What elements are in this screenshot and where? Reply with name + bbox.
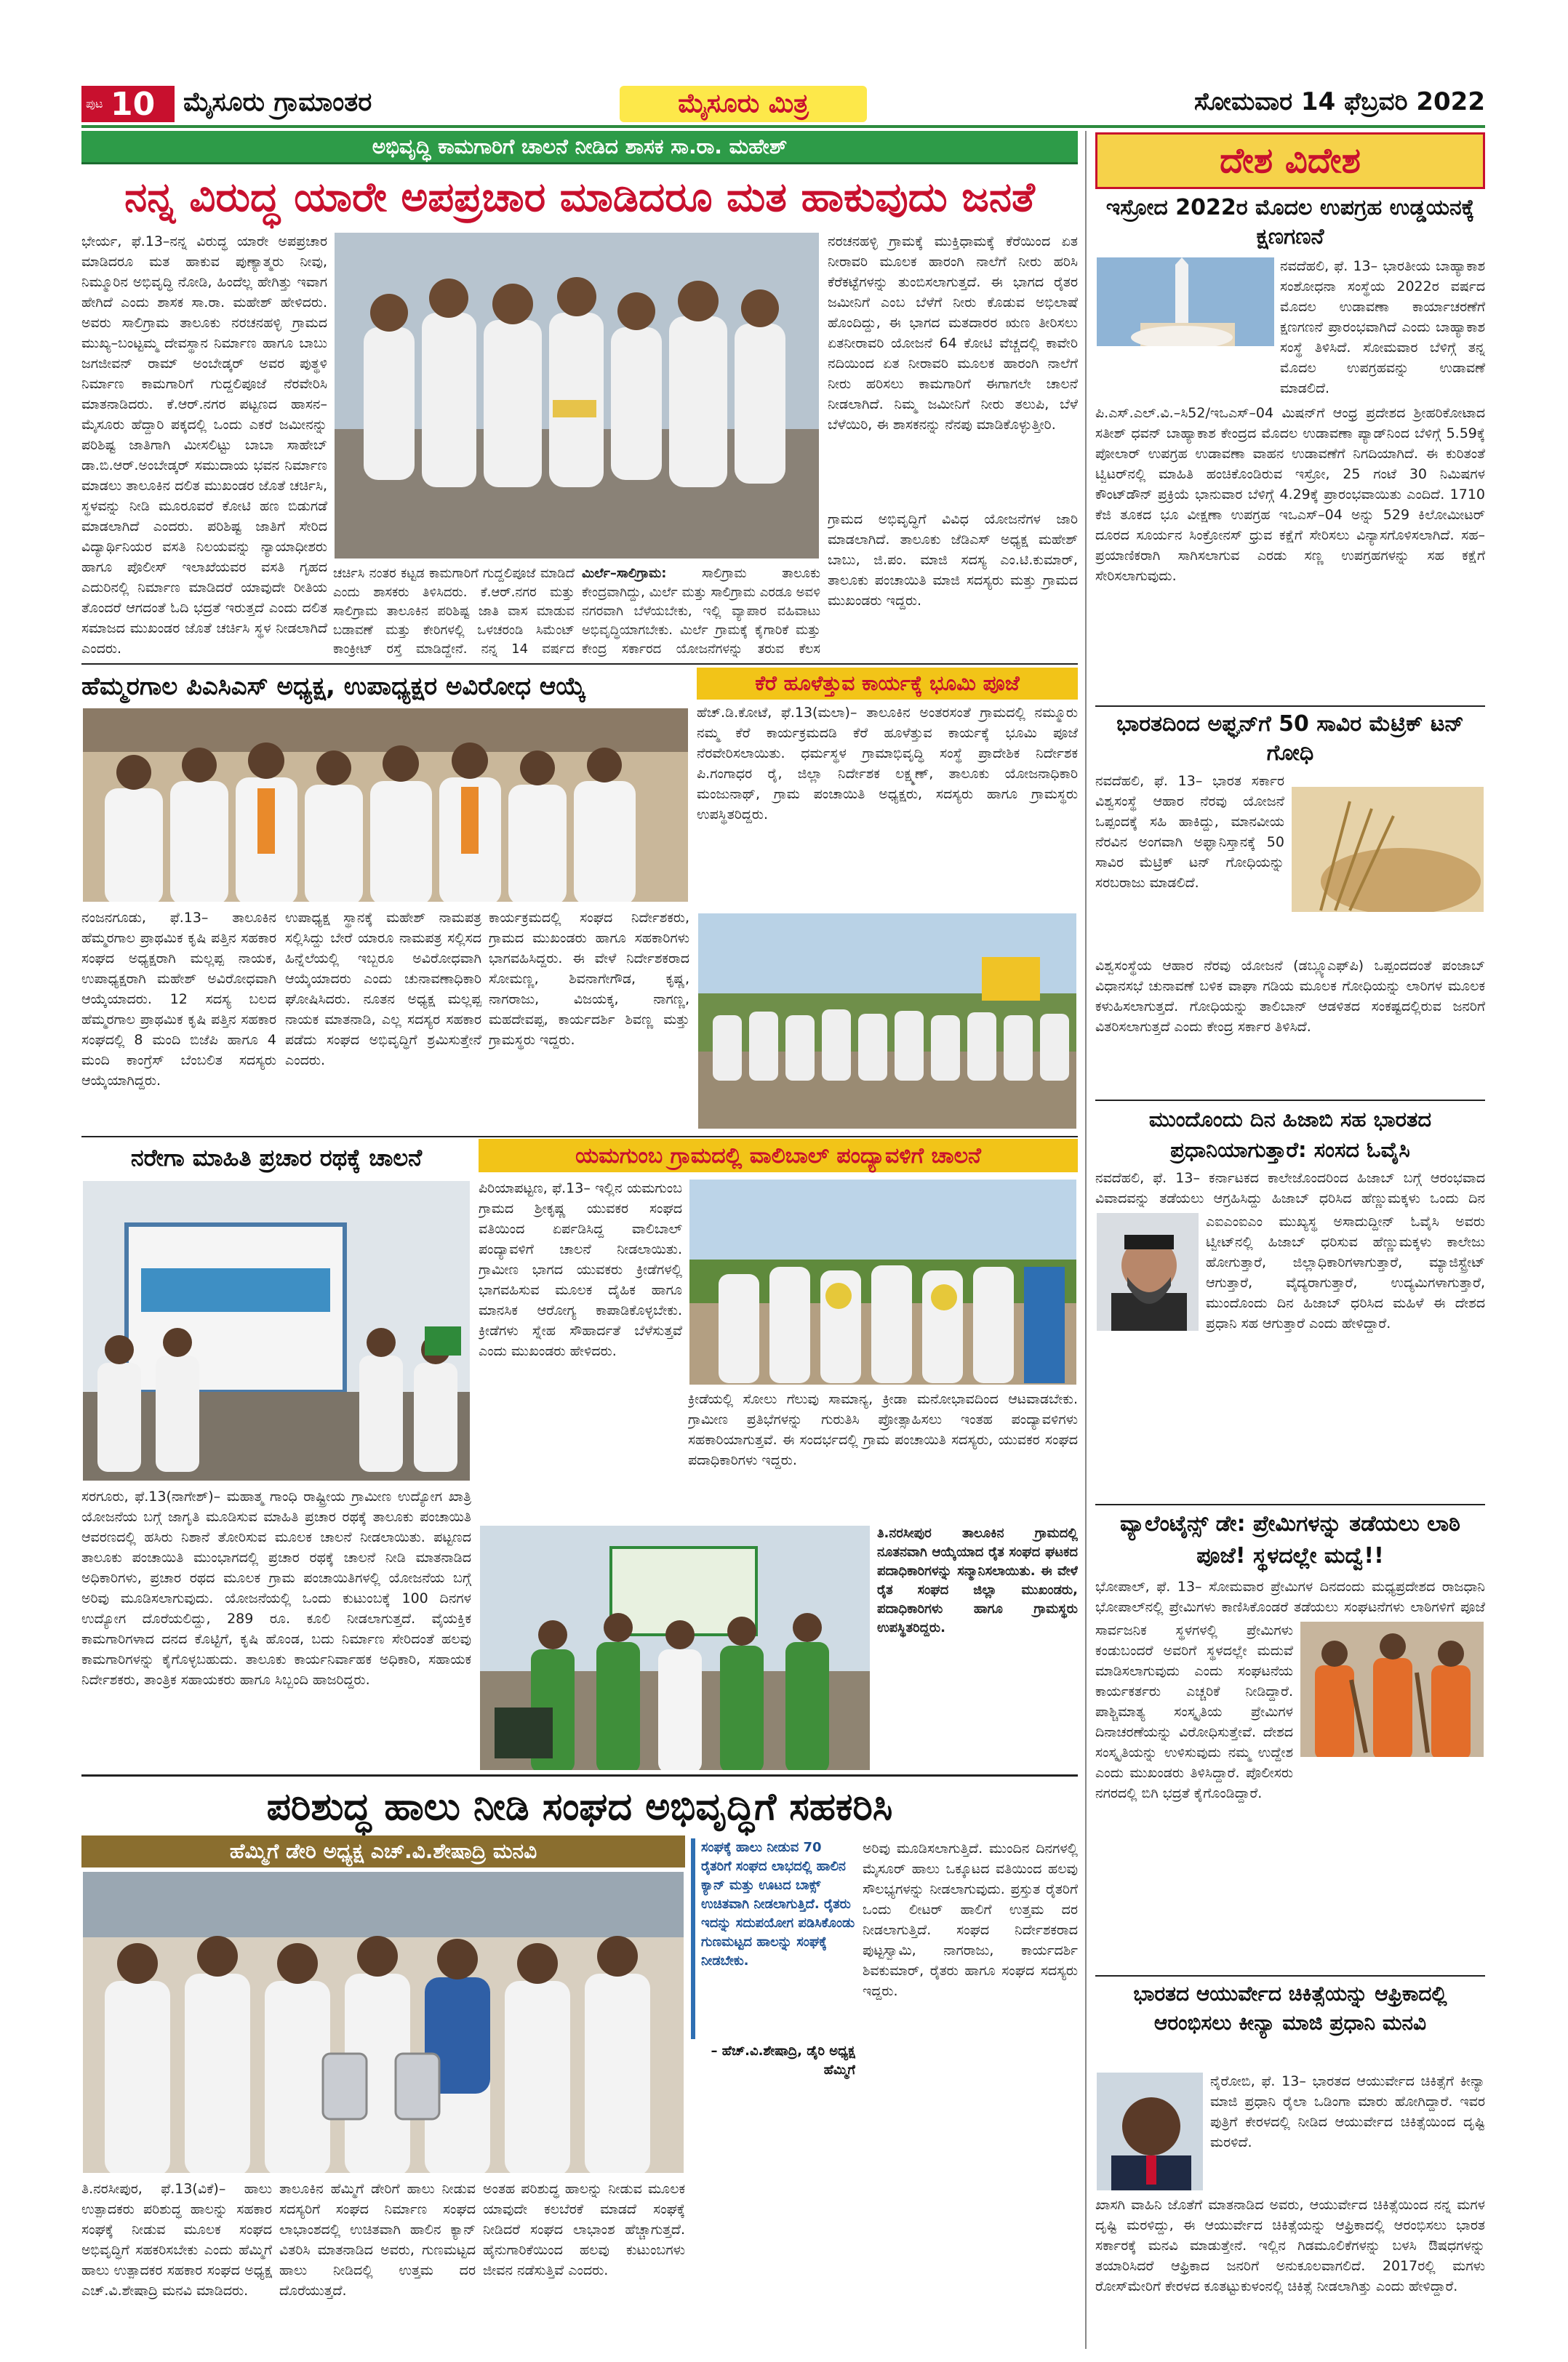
kere-photo xyxy=(697,912,1078,1130)
yamagumba-headline xyxy=(479,1139,1078,1172)
desha-t4a: ಭೋಪಾಲ್, ಫೆ. 13– ಸೋಮವಾರ ಪ್ರೇಮಿಗಳ ದಿನದಂದು ಮಧ್ಯಪ್ರದೇಶದ ರಾಜಧಾನಿ ಭೋಪಾಲ್‌ನಲ್ಲಿ ಪ್ರೇಮಿಗಳು ಕಾಣಿಸಿಕೊಂಡರೆ ತಡೆಯಲು ಸಂಘಟನೆಗಳು ಲಾಠಿಗಳಿಗೆ ಪೂಜೆ xyxy=(1095,1579,1485,1615)
raitha-caption: ತಿ.ನರಸೀಪುರ ತಾಲೂಕಿನ ಗ್ರಾಮದಲ್ಲಿ ನೂತನವಾಗಿ ಆಯ್ಕೆಯಾದ ರೈತ ಸಂಘದ ಘಟಕದ ಪದಾಧಿಕಾರಿಗಳನ್ನು ಸನ್ಮಾನಿಸಲಾಯಿತು. ಈ ವೇಳೆ ರೈತ ಸಂಘದ ಜಿಲ್ಲಾ ಮುಖಂಡರು, ಪದಾಧಿಕಾರಿಗಳು ಹಾಗೂ ಗ್ರಾಮಸ್ಥರು ಉಪಸ್ಥಿತರಿದ್ದರು. xyxy=(877,1526,1078,1636)
narega-body: ಸರಗೂರು, ಫೆ.13(ನಾಗೇಶ್)– ಮಹಾತ್ಮ ಗಾಂಧಿ ರಾಷ್ಟ್ರೀಯ ಗ್ರಾಮೀಣ ಉದ್ಯೋಗ ಖಾತ್ರಿ ಯೋಜನೆಯ ಬಗ್ಗೆ ಜಾಗೃತಿ ಮೂಡಿಸುವ ಮಾಹಿತಿ ಪ್ರಚಾರ ರಥಕ್ಕೆ ತಾಲೂಕು ಪಂಚಾಯಿತಿ ಆವರಣದಲ್ಲಿ ಹಸಿರು ನಿಶಾನೆ ತೋರಿಸುವ ಮೂಲಕ ಚಾಲನೆ ನೀಡಲಾಯಿತು. ಪಟ್ಟಣದ ತಾಲೂಕು ಪಂಚಾಯಿತಿ ಮುಂಭಾಗದಲ್ಲಿ ಪ್ರಚಾರ ರಥಕ್ಕೆ ಚಾಲನೆ ನೀಡಿ ಮಾತನಾಡಿದ ಅಧಿಕಾರಿಗಳು, ಪ್ರಚಾರ ರಥದ ಮೂಲಕ ಗ್ರಾಮ ಪಂಚಾಯಿತಿಗಳಲ್ಲಿ ಯೋಜನೆಯ ಬಗ್ಗೆ ಅರಿವು ಮೂಡಿಸಲಾಗುವುದು. ಯೋಜನೆಯಲ್ಲಿ ಒಂದು ಕುಟುಂಬಕ್ಕೆ 100 ದಿನಗಳ ಉದ್ಯೋಗ ದೊರೆಯಲಿದ್ದು, 289 ರೂ. ಕೂಲಿ ನೀಡಲಾಗುತ್ತದೆ. ವೈಯಕ್ತಿಕ ಕಾಮಗಾರಿಗಳಾದ ದನದ ಕೊಟ್ಟಿಗೆ, ಕೃಷಿ ಹೊಂಡ, ಬದು ನಿರ್ಮಾಣ ಸೇರಿದಂತೆ ಹಲವು ಕಾಮಗಾರಿಗಳನ್ನು ಕೈಗೊಳ್ಳಬಹುದು. ತಾಲೂಕು ಕಾರ್ಯನಿರ್ವಾಹಕ ಅಧಿಕಾರಿ, ಸಹಾಯಕ ನಿರ್ದೇಶಕರು, ತಾಂತ್ರಿಕ ಸಹಾಯಕರು ಹಾಗೂ ಸಿಬ್ಬಂದಿ ಹಾಜರಿದ್ದರು. xyxy=(81,1489,471,1688)
desha-t2a: ನವದೆಹಲಿ, ಫೆ. 13– ಭಾರತ ಸರ್ಕಾರ ವಿಶ್ವಸಂಸ್ಥೆ ಆಹಾರ ನೆರವು ಯೋಜನೆ ಒಪ್ಪಂದಕ್ಕೆ ಸಹಿ ಹಾಕಿದ್ದು, ಮಾನವೀಯ ನೆರವಿನ ಅಂಗವಾಗಿ ಅಫ್ಘಾನಿಸ್ತಾನಕ್ಕೆ 50 ಸಾವಿರ ಮೆಟ್ರಿಕ್ ಟನ್ ಗೋಧಿಯನ್ನು ಸರಬರಾಜು ಮಾಡಲಿದೆ. xyxy=(1095,773,1284,891)
lead-col1: ಭೇರ್ಯ, ಫೆ.13–ನನ್ನ ವಿರುದ್ಧ ಯಾರೇ ಅಪಪ್ರಚಾರ ಮಾಡಿದರೂ ಮತ ಹಾಕುವ ಪುಣ್ಯಾತ್ಮರು ನೀವು, ನಿಮ್ಮೂರಿನ ಅಭಿವೃದ್ಧಿ ನೋಡಿ, ಹಿಂದೆಲ್ಲ ಹೇಗಿತ್ತು ಇವಾಗ ಹೇಗಿದೆ ಎಂದು ಶಾಸಕ ಸಾ.ರಾ. ಮಹೇಶ್ ಹೇಳಿದರು. ಅವರು ಸಾಲಿಗ್ರಾಮ ತಾಲೂಕು ನರಚನಹಳ್ಳಿ ಗ್ರಾಮದ ಮುಖ್ಯ–ಬಂಟ್ಟಮ್ಮ ದೇವಸ್ಥಾನ ನಿರ್ಮಾಣ ಹಾಗೂ ಬಾಬು ಜಗಜೀವನ್ ರಾಮ್ ಅಂಬೇಡ್ಕರ್ ಅವರ ಪುತ್ಥಳಿ ನಿರ್ಮಾಣ ಕಾಮಗಾರಿಗೆ ಗುದ್ದಲಿಪೂಜೆ ನೆರವೇರಿಸಿ ಮಾತನಾಡಿದರು. ಕೆ.ಆರ್.ನಗರ ಪಟ್ಟಣದ ಹಾಸನ–ಮೈಸೂರು ಹೆದ್ದಾರಿ ಪಕ್ಕದಲ್ಲಿ ಒಂದು ಎಕರೆ ಜಮೀನನ್ನು ಪರಿಶಿಷ್ಟ ಜಾತಿಗಾಗಿ ಮೀಸಲಿಟ್ಟು ಬಾಬಾ ಸಾಹೇಬ್ ಡಾ.ಬಿ.ಆರ್.ಅಂಬೇಡ್ಕರ್ ಸಮುದಾಯ ಭವನ ನಿರ್ಮಾಣ ಮಾಡಲು ತಾಲೂಕಿನ ದಲಿತ ಮುಖಂಡರ ಜೊತೆ ಚರ್ಚಿಸಿ, ಸ್ಥಳವನ್ನು ನೀಡಿ ಮೂರೂವರೆ ಕೋಟಿ ಹಣ ಬಿಡುಗಡೆ ಮಾಡಲಾಗಿದೆ ಎಂದರು. ಪರಿಶಿಷ್ಟ ಜಾತಿಗೆ ಸೇರಿದ ವಿದ್ಯಾರ್ಥಿನಿಯರ ವಸತಿ ನಿಲಯವನ್ನು ನ್ಯಾಯಾಧೀಶರು ಹಾಗೂ ಪೊಲೀಸ್ ಇಲಾಖೆಯವರ ವಸತಿ ಗೃಹದ ಎದುರಿನಲ್ಲಿ ನಿರ್ಮಾಣ ಮಾಡಿದರೆ ಯಾವುದೇ ರೀತಿಯ ತೊಂದರೆ ಆಗದಂತೆ ಓದಿ ಭದ್ರತೆ ಇರುತ್ತದೆ ಎಂದು ದಲಿತ ಸಮಾಜದ ಮುಖಂಡರ ಜೊತೆ ಚರ್ಚಿಸಿ ಸ್ಥಳ ನೀಡಲಾಗಿದೆ ಎಂದರು. xyxy=(81,233,327,657)
lead-kicker xyxy=(81,131,1078,164)
hemmargala-col3: ಕಾರ್ಯಕ್ರಮದಲ್ಲಿ ಸಂಘದ ನಿರ್ದೇಶಕರು, ಗ್ರಾಮದ ಮುಖಂಡರು ಹಾಗೂ ಸಹಕಾರಿಗಳು ಭಾಗವಹಿಸಿದ್ದರು. ಈ ವೇಳೆ ನಿರ್ದೇಶಕರಾದ ಸೋಮಣ್ಣ, ಶಿವನಾಗೇಗೌಡ, ಕೃಷ್ಣ, ನಾಗರಾಜು, ವಿಜಯಕ್ಕ, ನಾಗಣ್ಣ, ಮಹದೇವಪ್ಪ, ಕಾರ್ಯದರ್ಶಿ ಶಿವಣ್ಣ ಮತ್ತು ಗ್ರಾಮಸ್ಥರು ಇದ್ದರು. xyxy=(489,910,689,1048)
desha-h3: ಮುಂದೊಂದು ದಿನ ಹಿಜಾಬಿ ಸಹ ಭಾರತದ ಪ್ರಧಾನಿಯಾಗುತ್ತಾರೆ: ಸಂಸದ ಓವೈಸಿ xyxy=(1148,1107,1432,1162)
dairy-col3: ಅಂತಹ ಪರಿಶುದ್ಧ ಹಾಲನ್ನು ನೀಡುವ ಮೂಲಕ ಯಾವುದೇ ಕಲಬೆರಕೆ ಮಾಡದೆ ಸಂಘಕ್ಕೆ ನೀಡಿದರೆ ಸಂಘದ ಲಾಭಾಂಶ ಹೆಚ್ಚಾಗುತ್ತದೆ. ಹೈನುಗಾರಿಕೆಯಿಂದ ಹಲವು ಕುಟುಂಬಗಳು ಜೀವನ ನಡೆಸುತ್ತಿವೆ ಎಂದರು. xyxy=(483,2181,685,2278)
desha-t5b: ಖಾಸಗಿ ವಾಹಿನಿ ಜೊತೆಗೆ ಮಾತನಾಡಿದ ಅವರು, ಆಯುರ್ವೇದ ಚಿಕಿತ್ಸೆಯಿಂದ ನನ್ನ ಮಗಳ ದೃಷ್ಟಿ ಮರಳಿದ್ದು, ಈ ಆಯುರ್ವೇದ ಚಿಕಿತ್ಸೆಯನ್ನು ಆಫ್ರಿಕಾದಲ್ಲಿ ಆರಂಭಿಸಲು ಭಾರತ ಸರ್ಕಾರಕ್ಕೆ ಮನವಿ ಮಾಡುತ್ತೇನೆ. ಇಲ್ಲಿನ ಗಿಡಮೂಲಿಕೆಗಳನ್ನು ಬಳಸಿ ಔಷಧಗಳನ್ನು ತಯಾರಿಸಿದರೆ ಆಫ್ರಿಕಾದ ಜನರಿಗೆ ಅನುಕೂಲವಾಗಲಿದೆ. 2017ರಲ್ಲಿ ಮಗಳು ರೋಸ್‌ಮೇರಿಗೆ ಕೇರಳದ ಕೂತಟ್ಟುಕುಳಂನಲ್ಲಿ ಚಿಕಿತ್ಸೆ ನೀಡಲಾಗಿತ್ತು ಎಂದು ಹೇಳಿದ್ದಾರೆ. xyxy=(1095,2197,1485,2294)
kere-headline xyxy=(697,668,1078,700)
dairy-quote-byline: – ಹೆಚ್.ವಿ.ಶೇಷಾದ್ರಿ, ಡೈರಿ ಅಧ್ಯಕ್ಷ ಹೆಮ್ಮಿಗೆ xyxy=(711,2043,855,2078)
desha-t3a: ನವದೆಹಲಿ, ಫೆ. 13– ಕರ್ನಾಟಕದ ಕಾಲೇಜೊಂದರಿಂದ ಹಿಜಾಬ್ ಬಗ್ಗೆ ಆರಂಭವಾದ ವಿವಾದವನ್ನು ತಡೆಯಲು ಆಗ್ರಹಿಸಿದ್ದು ಹಿಜಾಬ್ ಧರಿಸಿದ ಹೆಣ್ಣುಮಕ್ಕಳು ಒಂದು ದಿನ xyxy=(1095,1170,1485,1206)
divider xyxy=(81,1774,1078,1777)
divider xyxy=(81,1136,1078,1137)
hemmargala-headline xyxy=(81,668,689,705)
lead-col3: ನರಚನಹಳ್ಳಿ ಗ್ರಾಮಕ್ಕೆ ಮುಕ್ತಿಧಾಮಕ್ಕೆ ಕೆರೆಯಿಂದ ಏತ ನೀರಾವರಿ ಮೂಲಕ ಹಾರಂಗಿ ನಾಲೆಗೆ ನೀರು ಹರಿಸಿ ಕೆರೆಕಟ್ಟೆಗಳನ್ನು ತುಂಬಿಸಲಾಗುತ್ತದೆ. ಈ ಭಾಗದ ರೈತರ ಜಮೀನಿಗೆ ಎಂಬ ಬೆಳೆಗೆ ನೀರು ಕೊಡುವ ಅಭಿಲಾಷೆ ಹೊಂದಿದ್ದು, ಈ ಭಾಗದ ಮತದಾರರ ಋಣ ತೀರಿಸಲು ಏತನೀರಾವರಿ ಯೋಜನೆ 64 ಕೋಟಿ ವೆಚ್ಚದಲ್ಲಿ ಕಾವೇರಿ ನದಿಯಿಂದ ಏತ ನೀರಾವರಿ ಮೂಲಕ ಹಾರಂಗಿ ನಾಲೆಗೆ ನೀರು ಹರಿಸಲು ಕಾಮಗಾರಿಗೆ ಈಗಾಗಲೇ ಚಾಲನೆ ನೀಡಲಾಗಿದೆ. ನಿಮ್ಮ ಜಮೀನಿಗೆ ನೀರು ತಲುಪಿ, ಬೆಳೆ ಬೆಳೆಯಿರಿ, ಈ ಶಾಸಕನನ್ನು ನೆನಪು ಮಾಡಿಕೊಳ್ಳುತ್ತೀರಿ. xyxy=(828,233,1078,433)
dairy-col4: ಅರಿವು ಮೂಡಿಸಲಾಗುತ್ತಿದೆ. ಮುಂದಿನ ದಿನಗಳಲ್ಲಿ ಮೈಸೂರ್ ಹಾಲು ಒಕ್ಕೂಟದ ವತಿಯಿಂದ ಹಲವು ಸೌಲಭ್ಯಗಳನ್ನು ನೀಡಲಾಗುವುದು. ಪ್ರಸ್ತುತ ರೈತರಿಗೆ ಒಂದು ಲೀಟರ್ ಹಾಲಿಗೆ ಉತ್ತಮ ದರ ನೀಡಲಾಗುತ್ತಿದೆ. ಸಂಘದ ನಿರ್ದೇಶಕರಾದ ಪುಟ್ಟಸ್ವಾಮಿ, ನಾಗರಾಜು, ಕಾರ್ಯದರ್ಶಿ ಶಿವಕುಮಾರ್, ರೈತರು ಹಾಗೂ ಸಂಘದ ಸದಸ್ಯರು ಇದ್ದರು. xyxy=(863,1841,1078,1999)
wheat-photo-image xyxy=(1292,787,1485,913)
narega-photo-image xyxy=(83,1181,471,1482)
divider xyxy=(1095,1975,1485,1977)
owaisi-photo xyxy=(1095,1212,1200,1332)
lead-photo xyxy=(333,231,820,560)
desha-h2: ಭಾರತದಿಂದ ಅಫ್ಘನ್‌ಗೆ 50 ಸಾವಿರ ಮೆಟ್ರಿಕ್ ಟನ್ ಗೋಧಿ xyxy=(1116,711,1464,766)
masthead-rule xyxy=(81,125,1485,128)
lead-col3b: ಗ್ರಾಮದ ಅಭಿವೃದ್ಧಿಗೆ ವಿವಿಧ ಯೋಜನೆಗಳ ಜಾರಿ ಮಾಡಲಾಗಿದೆ. ತಾಲೂಕು ಜೆಡಿಎಸ್ ಅಧ್ಯಕ್ಷ ಮಹೇಶ್ ಬಾಬು, ಜಿ.ಪಂ. ಮಾಜಿ ಸದಸ್ಯ ಎಂ.ಟಿ.ಕುಮಾರ್, ತಾಲೂಕು ಪಂಚಾಯಿತಿ ಮಾಜಿ ಸದಸ್ಯರು ಮತ್ತು ಗ್ರಾಮದ ಮುಖಂಡರು ಇದ್ದರು. xyxy=(828,511,1078,609)
valentine-photo xyxy=(1299,1620,1485,1758)
dairy-subhead-text: ಹೆಮ್ಮಿಗೆ ಡೇರಿ ಅಧ್ಯಕ್ಷ ಎಚ್.ವಿ.ಶೇಷಾದ್ರಿ ಮನವಿ xyxy=(229,1839,537,1863)
desha-t5a: ನೈರೋಬಿ, ಫೆ. 13– ಭಾರತದ ಆಯುರ್ವೇದ ಚಿಕಿತ್ಸೆಗೆ ಕೀನ್ಯಾ ಮಾಜಿ ಪ್ರಧಾನಿ ರೈಲಾ ಒಡಿಂಗಾ ಮಾರು ಹೋಗಿದ್ದಾರೆ. ಇವರ ಪುತ್ರಿಗೆ ಕೇರಳದಲ್ಲಿ ನೀಡಿದ ಆಯುರ್ವೇದ ಚಿಕಿತ್ಸೆಯಿಂದ ದೃಷ್ಟಿ ಮರಳಿದೆ. xyxy=(1210,2073,1485,2150)
kere-photo-image xyxy=(698,913,1078,1130)
desha-banner-text: ದೇಶ ವಿದೇಶ xyxy=(1220,140,1361,181)
dairy-photo xyxy=(81,1870,685,2174)
paper-logo: ಮೈಸೂರು ಮಿತ್ರ xyxy=(620,86,867,122)
yamagumba-col2: ಕ್ರೀಡೆಯಲ್ಲಿ ಸೋಲು ಗೆಲುವು ಸಾಮಾನ್ಯ, ಕ್ರೀಡಾ ಮನೋಭಾವದಿಂದ ಆಟವಾಡಬೇಕು. ಗ್ರಾಮೀಣ ಪ್ರತಿಭೆಗಳನ್ನು ಗುರುತಿಸಿ ಪ್ರೋತ್ಸಾಹಿಸಲು ಇಂತಹ ಪಂದ್ಯಾವಳಿಗಳು ಸಹಕಾರಿಯಾಗುತ್ತವೆ. ಈ ಸಂದರ್ಭದಲ್ಲಿ ಗ್ರಾಮ ಪಂಚಾಯಿತಿ ಸದಸ್ಯರು, ಯುವಕರ ಸಂಘದ ಪದಾಧಿಕಾರಿಗಳು ಇದ್ದರು. xyxy=(688,1391,1078,1468)
hemmargala-photo xyxy=(81,707,689,903)
dairy-headline: ಪರಿಶುದ್ಧ ಹಾಲು ನೀಡಿ ಸಂಘದ ಅಭಿವೃದ್ಧಿಗೆ ಸಹಕರಿಸಿ xyxy=(266,1785,893,1829)
dairy-col2: ತಾಲೂಕಿನ ಹೆಮ್ಮಿಗೆ ಡೇರಿಗೆ ಹಾಲು ನೀಡುವ ಸದಸ್ಯರಿಗೆ ಸಂಘದ ನಿರ್ಮಾಣ ಸಂಘದ ಲಾಭಾಂಶದಲ್ಲಿ ಉಚಿತವಾಗಿ ಹಾಲಿನ ಕ್ಯಾನ್ ವಿತರಿಸಿ ಮಾತನಾಡಿದ ಅವರು, ಗುಣಮಟ್ಟದ ಹಾಲು ನೀಡಿದಲ್ಲಿ ಉತ್ತಮ ದರ ದೊರೆಯುತ್ತದೆ. xyxy=(279,2181,476,2299)
narega-headline-text: ನರೇಗಾ ಮಾಹಿತಿ ಪ್ರಚಾರ ರಥಕ್ಕೆ ಚಾಲನೆ xyxy=(130,1143,423,1172)
dairy-quote: ಸಂಘಕ್ಕೆ ಹಾಲು ನೀಡುವ 70 ರೈತರಿಗೆ ಸಂಘದ ಲಾಭದಲ್ಲಿ ಹಾಲಿನ ಕ್ಯಾನ್ ಮತ್ತು ಊಟದ ಬಾಕ್ಸ್ ಉಚಿತವಾಗಿ ನೀಡಲಾಗುತ್ತಿದೆ. ರೈತರು ಇದನ್ನು ಸದುಪಯೋಗ ಪಡಿಸಿಕೊಂಡು ಗುಣಮಟ್ಟದ ಹಾಲನ್ನು ಸಂಘಕ್ಕೆ ನೀಡಬೇಕು. xyxy=(701,1840,855,1969)
narega-headline xyxy=(81,1139,471,1177)
desha-h4: ವ್ಯಾಲೆಂಟೈನ್ಸ್ ಡೇ: ಪ್ರೇಮಿಗಳನ್ನು ತಡೆಯಲು ಲಾಠಿ ಪೂಜೆ! ಸ್ಥಳದಲ್ಲೇ ಮದ್ವೆ!! xyxy=(1120,1511,1460,1569)
column-divider xyxy=(1085,131,1087,2349)
isro-photo xyxy=(1095,256,1276,348)
desha-t3b: ಎಐಎಂಐಎಂ ಮುಖ್ಯಸ್ಥ ಅಸಾದುದ್ದೀನ್ ಓವೈಸಿ ಅವರು ಟ್ವೀಟ್‌ನಲ್ಲಿ ಹಿಜಾಬ್ ಧರಿಸುವ ಹೆಣ್ಣುಮಕ್ಕಳು ಕಾಲೇಜು ಹೋಗುತ್ತಾರೆ, ಜಿಲ್ಲಾಧಿಕಾರಿಗಳಾಗುತ್ತಾರೆ, ಮ್ಯಾಜಿಸ್ಟ್ರೇಟ್ ಆಗುತ್ತಾರೆ, ವೈದ್ಯರಾಗುತ್ತಾರೆ, ಉದ್ಯಮಿಗಳಾಗುತ್ತಾರೆ, ಮುಂದೊಂದು ದಿನ ಹಿಜಾಬ್ ಧರಿಸಿದ ಮಹಿಳೆ ಈ ದೇಶದ ಪ್ರಧಾನಿ ಸಹ ಆಗುತ್ತಾರೆ ಎಂದು ಹೇಳಿದ್ದಾರೆ. xyxy=(1206,1214,1485,1332)
dairy-subhead xyxy=(81,1835,685,1867)
divider xyxy=(81,663,1078,665)
yamagumba-col1: ಪಿರಿಯಾಪಟ್ಟಣ, ಫೆ.13– ಇಲ್ಲಿನ ಯಮಗುಂಬ ಗ್ರಾಮದ ಶ್ರೀಕೃಷ್ಣ ಯುವಕರ ಸಂಘದ ವತಿಯಿಂದ ಏರ್ಪಡಿಸಿದ್ದ ವಾಲಿಬಾಲ್ ಪಂದ್ಯಾವಳಿಗೆ ಚಾಲನೆ ನೀಡಲಾಯಿತು. ಗ್ರಾಮೀಣ ಭಾಗದ ಯುವಕರು ಕ್ರೀಡೆಗಳಲ್ಲಿ ಭಾಗವಹಿಸುವ ಮೂಲಕ ದೈಹಿಕ ಹಾಗೂ ಮಾನಸಿಕ ಆರೋಗ್ಯ ಕಾಪಾಡಿಕೊಳ್ಳಬೇಕು. ಕ್ರೀಡೆಗಳು ಸ್ನೇಹ ಸೌಹಾರ್ದತೆ ಬೆಳೆಸುತ್ತವೆ ಎಂದು ಮುಖಂಡರು ಹೇಳಿದರು. xyxy=(479,1180,682,1359)
page-label: ಪುಟ xyxy=(86,97,103,111)
section-name: ಮೈಸೂರು ಗ್ರಾಮಾಂತರ xyxy=(183,87,372,117)
lead-kicker-text: ಅಭಿವೃದ್ಧಿ ಕಾಮಗಾರಿಗೆ ಚಾಲನೆ ನೀಡಿದ ಶಾಸಕ ಸಾ.ರಾ. ಮಹೇಶ್ xyxy=(372,134,788,159)
yamagumba-photo-image xyxy=(689,1180,1078,1386)
desha-t2b: ವಿಶ್ವಸಂಸ್ಥೆಯ ಆಹಾರ ನೆರವು ಯೋಜನೆ (ಡಬ್ಲ್ಯೂಎಫ್‌ಪಿ) ಒಪ್ಪಂದದಂತೆ ಪಂಜಾಬ್ ವಿಧಾನಸಭೆ ಚುನಾವಣೆ ಬಳಿಕ ವಾಘಾ ಗಡಿಯ ಮೂಲಕ ಗೋಧಿಯನ್ನು ಲಾರಿಗಳ ಮೂಲಕ ಕಳುಹಿಸಲಾಗುತ್ತದೆ. ಗೋಧಿಯನ್ನು ತಾಲಿಬಾನ್ ಆಡಳಿತದ ಸಂಕಷ್ಟದಲ್ಲಿರುವ ಜನರಿಗೆ ವಿತರಿಸಲಾಗುತ್ತದೆ ಎಂದು ಕೇಂದ್ರ ಸರ್ಕಾರ ತಿಳಿಸಿದೆ. xyxy=(1095,958,1485,1035)
masthead xyxy=(81,83,1485,124)
raitha-photo xyxy=(479,1524,871,1772)
yamagumba-headline-text: ಯಮಗುಂಬ ಗ್ರಾಮದಲ್ಲಿ ವಾಲಿಬಾಲ್ ಪಂದ್ಯಾವಳಿಗೆ ಚಾಲನೆ xyxy=(575,1142,981,1169)
desha-t1b: ಪಿ.ಎಸ್.ಎಲ್.ವಿ.–ಸಿ52/ಇಒಎಸ್–04 ಮಿಷನ್‌ಗೆ ಆಂಧ್ರ ಪ್ರದೇಶದ ಶ್ರೀಹರಿಕೋಟಾದ ಸತೀಶ್ ಧವನ್ ಬಾಹ್ಯಾಕಾಶ ಕೇಂದ್ರದ ಮೊದಲ ಉಡಾವಣಾ ಪ್ಯಾಡ್‌ನಿಂದ ಬೆಳಿಗ್ಗೆ 5.59ಕ್ಕೆ ಪೋಲಾರ್ ಉಪಗ್ರಹ ಉಡಾವಣಾ ವಾಹನ ಉಡಾವಣೆಗೆ ನಿಗದಿಯಾಗಿದೆ. ಈ ಕುರಿತಂತೆ ಟ್ವಿಟರ್‌ನಲ್ಲಿ ಮಾಹಿತಿ ಹಂಚಿಕೊಂಡಿರುವ ಇಸ್ರೋ, 25 ಗಂಟೆ 30 ನಿಮಿಷಗಳ ಕೌಂಟ್‌ಡೌನ್ ಪ್ರಕ್ರಿಯೆ ಭಾನುವಾರ ಬೆಳಿಗ್ಗೆ 4.29ಕ್ಕೆ ಪ್ರಾರಂಭವಾಯಿತು ಎಂದಿದೆ. 1710 ಕೆಜಿ ತೂಕದ ಭೂ ವೀಕ್ಷಣಾ ಉಪಗ್ರಹ ಇಒಎಸ್–04 ಅನ್ನು 529 ಕಿಲೋಮೀಟರ್ ದೂರದ ಸೂರ್ಯನ ಸಿಂಕ್ರೋನಸ್ ಧ್ರುವ ಕಕ್ಷೆಗೆ ಸೇರಿಸಲು ವಿನ್ಯಾಸಗೊಳಿಸಲಾಗಿದೆ. ಸಹ–ಪ್ರಯಾಣಿಕರಾಗಿ ಸಾಗಿಸಲಾಗುವ ಎರಡು ಸಣ್ಣ ಉಪಗ್ರಹಗಳನ್ನು ಸಹ ಕಕ್ಷೆಗೆ ಸೇರಿಸಲಾಗುವುದು. xyxy=(1095,405,1485,584)
lead-photo-caption-left: ಚರ್ಚಿಸಿ ನಂತರ ಕಟ್ಟಡ ಕಾಮಗಾರಿಗೆ ಗುದ್ದಲಿಪೂಜೆ ಮಾಡಿದೆ ಎಂದು ಶಾಸಕರು ತಿಳಿಸಿದರು. ಕೆ.ಆರ್.ನಗರ ಮತ್ತು ಸಾಲಿಗ್ರಾಮ ತಾಲೂಕಿನ ಪರಿಶಿಷ್ಟ ಜಾತಿ ವಾಸ ಮಾಡುವ ಬಡಾವಣೆ ಮತ್ತು ಕೇರಿಗಳಲ್ಲಿ ಒಳಚರಂಡಿ ಸಿಮೆಂಟ್ ಕಾಂಕ್ರೀಟ್ ರಸ್ತೆ ಮಾಡಿದ್ದೇನೆ. ನನ್ನ 14 ವರ್ಷದ xyxy=(333,566,575,657)
issue-date: ಸೋಮವಾರ 14 ಫೆಬ್ರವರಿ 2022 xyxy=(1194,87,1485,116)
hemmargala-photo-image xyxy=(83,708,689,903)
hemmargala-col2: ಉಪಾಧ್ಯಕ್ಷ ಸ್ಥಾನಕ್ಕೆ ಮಹೇಶ್ ನಾಮಪತ್ರ ಸಲ್ಲಿಸಿದ್ದು ಬೇರೆ ಯಾರೂ ನಾಮಪತ್ರ ಸಲ್ಲಿಸದ ಹಿನ್ನೆಲೆಯಲ್ಲಿ ಇಬ್ಬರೂ ಅವಿರೋಧವಾಗಿ ಆಯ್ಕೆಯಾದರು ಎಂದು ಚುನಾವಣಾಧಿಕಾರಿ ಘೋಷಿಸಿದರು. ನೂತನ ಅಧ್ಯಕ್ಷ ಮಲ್ಲಪ್ಪ ನಾಯಕ ಮಾತನಾಡಿ, ಎಲ್ಲ ಸದಸ್ಯರ ಸಹಕಾರ ಪಡೆದು ಸಂಘದ ಅಭಿವೃದ್ಧಿಗೆ ಶ್ರಮಿಸುತ್ತೇನೆ ಎಂದರು. xyxy=(285,910,481,1068)
hemmargala-col1: ನಂಜನಗೂಡು, ಫೆ.13– ತಾಲೂಕಿನ ಹೆಮ್ಮರಗಾಲ ಪ್ರಾಥಮಿಕ ಕೃಷಿ ಪತ್ತಿನ ಸಹಕಾರ ಸಂಘದ ಅಧ್ಯಕ್ಷರಾಗಿ ಮಲ್ಲಪ್ಪ ನಾಯಕ, ಉಪಾಧ್ಯಕ್ಷರಾಗಿ ಮಹೇಶ್ ಅವಿರೋಧವಾಗಿ ಆಯ್ಕೆಯಾದರು. 12 ಸದಸ್ಯ ಬಲದ ಹೆಮ್ಮರಗಾಲ ಪ್ರಾಥಮಿಕ ಕೃಷಿ ಪತ್ತಿನ ಸಹಕಾರ ಸಂಘದಲ್ಲಿ 8 ಮಂದಿ ಬಿಜೆಪಿ ಹಾಗೂ 4 ಮಂದಿ ಕಾಂಗ್ರೆಸ್ ಬೆಂಬಲಿತ ಸದಸ್ಯರು ಆಯ್ಕೆಯಾಗಿದ್ದರು. xyxy=(81,910,276,1089)
kere-headline-text: ಕೆರೆ ಹೂಳೆತ್ತುವ ಕಾರ್ಯಕ್ಕೆ ಭೂಮಿ ಪೂಜೆ xyxy=(755,671,1020,695)
dairy-quote-box xyxy=(691,1838,855,2039)
desha-t4b: ಸಾರ್ವಜನಿಕ ಸ್ಥಳಗಳಲ್ಲಿ ಪ್ರೇಮಿಗಳು ಕಂಡುಬಂದರೆ ಅವರಿಗೆ ಸ್ಥಳದಲ್ಲೇ ಮದುವೆ ಮಾಡಿಸಲಾಗುವುದು ಎಂದು ಸಂಘಟನೆಯ ಕಾರ್ಯಕರ್ತರು ಎಚ್ಚರಿಕೆ ನೀಡಿದ್ದಾರೆ. ಪಾಶ್ಚಿಮಾತ್ಯ ಸಂಸ್ಕೃತಿಯ ಪ್ರೇಮಿಗಳ ದಿನಾಚರಣೆಯನ್ನು ವಿರೋಧಿಸುತ್ತೇವೆ. ದೇಶದ ಸಂಸ್ಕೃತಿಯನ್ನು ಉಳಿಸುವುದು ನಮ್ಮ ಉದ್ದೇಶ ಎಂದು ಮುಖಂಡರು ತಿಳಿಸಿದ್ದಾರೆ. ಪೊಲೀಸರು ನಗರದಲ್ಲಿ ಬಿಗಿ ಭದ್ರತೆ ಕೈಗೊಂಡಿದ್ದಾರೆ. xyxy=(1095,1622,1293,1801)
yamagumba-photo xyxy=(688,1178,1078,1386)
desha-t1a: ನವದೆಹಲಿ, ಫೆ. 13– ಭಾರತೀಯ ಬಾಹ್ಯಾಕಾಶ ಸಂಶೋಧನಾ ಸಂಸ್ಥೆಯ 2022ರ ವರ್ಷದ ಮೊದಲ ಉಡಾವಣಾ ಕಾರ್ಯಾಚರಣೆಗೆ ಕ್ಷಣಗಣನೆ ಪ್ರಾರಂಭವಾಗಿದೆ ಎಂದು ಬಾಹ್ಯಾಕಾಶ ಸಂಸ್ಥೆ ತಿಳಿಸಿದೆ. ಸೋಮವಾರ ಬೆಳಿಗ್ಗೆ ತನ್ನ ಮೊದಲ ಉಪಗ್ರಹವನ್ನು ಉಡಾವಣೆ ಮಾಡಲಿದೆ. xyxy=(1280,258,1485,396)
hemmargala-headline-text: ಹೆಮ್ಮರಗಾಲ ಪಿಎಸಿಎಸ್ ಅಧ್ಯಕ್ಷ, ಉಪಾಧ್ಯಕ್ಷರ ಅವಿರೋಧ ಆಯ್ಕೆ xyxy=(81,672,586,701)
owaisi-photo-image xyxy=(1097,1213,1200,1332)
dairy-col3b xyxy=(691,2097,855,2349)
narega-photo xyxy=(81,1180,471,1482)
dairy-col1: ತಿ.ನರಸೀಪುರ, ಫೆ.13(ವಿಕೆ)– ಹಾಲು ಉತ್ಪಾದಕರು ಪರಿಶುದ್ಧ ಹಾಲನ್ನು ಸಹಕಾರ ಸಂಘಕ್ಕೆ ನೀಡುವ ಮೂಲಕ ಸಂಘದ ಅಭಿವೃದ್ಧಿಗೆ ಸಹಕರಿಸಬೇಕು ಎಂದು ಹೆಮ್ಮಿಗೆ ಹಾಲು ಉತ್ಪಾದಕರ ಸಹಕಾರ ಸಂಘದ ಅಧ್ಯಕ್ಷ ಎಚ್.ವಿ.ಶೇಷಾದ್ರಿ ಮನವಿ ಮಾಡಿದರು. xyxy=(81,2181,272,2299)
lead-headline: ನನ್ನ ವಿರುದ್ಧ ಯಾರೇ ಅಪಪ್ರಚಾರ ಮಾಡಿದರೂ ಮತ ಹಾಕುವುದು ಜನತೆ xyxy=(124,174,1035,221)
lead-photo-image xyxy=(335,233,820,560)
divider xyxy=(1095,1504,1485,1505)
odinga-photo xyxy=(1095,2071,1204,2192)
raitha-photo-image xyxy=(480,1526,871,1772)
caption-body: ಸಾಲಿಗ್ರಾಮ ತಾಲೂಕು ಕೇಂದ್ರವಾಗಿದ್ದು, ಮಿರ್ಲೆ ಮತ್ತು ಸಾಲಿಗ್ರಾಮ ಎರಡೂ ಅವಳಿ ನಗರವಾಗಿ ಬೆಳೆಯಬೇಕು, ಇಲ್ಲಿ ವ್ಯಾಪಾರ ವಹಿವಾಟು ಅಭಿವೃದ್ಧಿಯಾಗಬೇಕು. ಮಿರ್ಲೆ ಗ್ರಾಮಕ್ಕೆ ಕೈಗಾರಿಕೆ ಮತ್ತು ಕೇಂದ್ರ ಸರ್ಕಾರದ ಯೋಜನೆಗಳನ್ನು ತರುವ ಕೆಲಸ xyxy=(582,566,820,657)
dairy-photo-image xyxy=(83,1872,685,2174)
isro-photo-image xyxy=(1097,257,1276,348)
odinga-photo-image xyxy=(1097,2073,1204,2192)
wheat-photo xyxy=(1290,785,1485,913)
caption-title: ಮಿರ್ಲೆ–ಸಾಲಿಗ್ರಾಮ: xyxy=(582,566,667,581)
page-number: 10 xyxy=(111,85,156,123)
lead-photo-caption-right xyxy=(582,564,820,659)
desha-h5: ಭಾರತದ ಆಯುರ್ವೇದ ಚಿಕಿತ್ಸೆಯನ್ನು ಆಫ್ರಿಕಾದಲ್ಲಿ ಆರಂಭಿಸಲು ಕೀನ್ಯಾ ಮಾಜಿ ಪ್ರಧಾನಿ ಮನವಿ xyxy=(1133,1982,1447,2035)
desha-h1: ಇಸ್ರೋದ 2022ರ ಮೊದಲ ಉಪಗ್ರಹ ಉಡ್ಡಯನಕ್ಕೆ ಕ್ಷಣಗಣನೆ xyxy=(1105,195,1475,249)
page-number-badge xyxy=(81,86,175,122)
valentine-photo-image xyxy=(1300,1622,1485,1758)
divider xyxy=(1095,705,1485,707)
divider xyxy=(1095,1100,1485,1101)
desha-banner xyxy=(1095,132,1485,189)
kere-body: ಹೆಚ್.ಡಿ.ಕೋಟೆ, ಫೆ.13(ಮಲಾ)– ತಾಲೂಕಿನ ಅಂತರಸಂತೆ ಗ್ರಾಮದಲ್ಲಿ ನಮ್ಮೂರು ನಮ್ಮ ಕೆರೆ ಕಾರ್ಯಕ್ರಮದಡಿ ಕೆರೆ ಹೂಳೆತ್ತುವ ಕಾರ್ಯಕ್ಕೆ ಭೂಮಿ ಪೂಜೆ ನೆರವೇರಿಸಲಾಯಿತು. ಧರ್ಮಸ್ಥಳ ಗ್ರಾಮಾಭಿವೃದ್ಧಿ ಸಂಸ್ಥೆ ಪ್ರಾದೇಶಿಕ ನಿರ್ದೇಶಕ ಪಿ.ಗಂಗಾಧರ ರೈ, ಜಿಲ್ಲಾ ನಿರ್ದೇಶಕ ಲಕ್ಷ್ಮಣ್, ತಾಲೂಕು ಯೋಜನಾಧಿಕಾರಿ ಮಂಜುನಾಥ್, ಗ್ರಾಮ ಪಂಚಾಯಿತಿ ಅಧ್ಯಕ್ಷರು, ಸದಸ್ಯರು ಹಾಗೂ ಗ್ರಾಮಸ್ಥರು ಉಪಸ್ಥಿತರಿದ್ದರು. xyxy=(697,705,1078,822)
